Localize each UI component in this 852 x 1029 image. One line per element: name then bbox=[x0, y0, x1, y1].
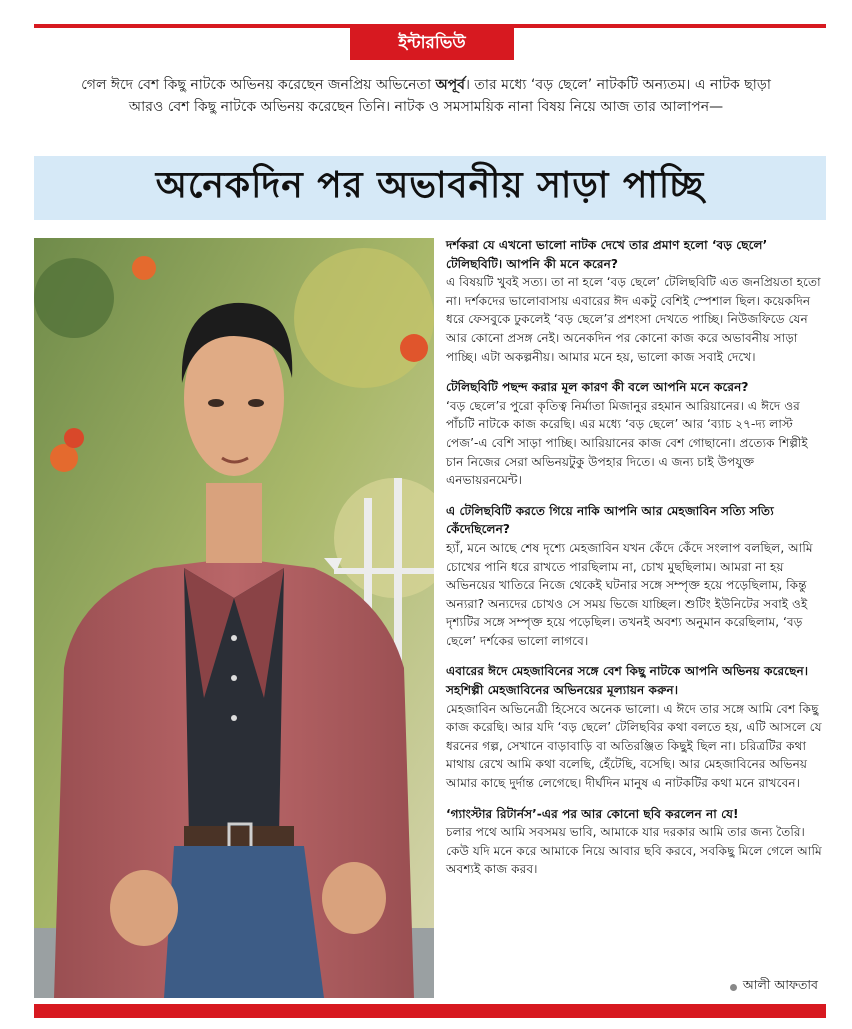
question: দর্শকরা যে এখনো ভালো নাটক দেখে তার প্রমাণ হলো ‘বড় ছেলে’ টেলিছবিটি। আপনি কী মনে করেন? bbox=[446, 238, 768, 271]
answer: মেহজাবিন অভিনেত্রী হিসেবে অনেক ভালো। এ ঈদে তার সঙ্গে আমি বেশ কিছু কাজ করেছি। আর যদি ‘বড় ছেলে’ টেলিছবির কথা বলতে হয়, এটি আসলে যে ধরনের গল্প, সেখানে বাড়াবাড়ি বা অতিরঞ্জিত কিছুই ছিল না। চরিত্রটির কথা মাথায় রেখে আমি কথা বলেছি, হেঁটেছি, বসেছি। আর মেহজাবিনের অভিনয় আমার কাছে দুর্দান্ত লেগেছে। দীর্ঘদিন মানুষ এ নাটকটির কথা মনে রাখবেন। bbox=[446, 701, 822, 791]
qa-item-5 bbox=[446, 805, 826, 879]
headline-band bbox=[34, 156, 826, 220]
qa-item-4 bbox=[446, 662, 826, 792]
answer: চলার পথে আমি সবসময় ভাবি, আমাকে যার দরকার আমি তার জন্য তৈরি। কেউ যদি মনে করে আমাকে নিয়ে আবার ছবি করবে, সবকিছু মিলে গেলে আমি অবশ্যই কাজ করব। bbox=[446, 825, 822, 877]
answer: হ্যাঁ, মনে আছে শেষ দৃশ্যে মেহজাবিন যখন কেঁদে কেঁদে সংলাপ বলছিল, আমি চোখের পানি ধরে রাখতে পারছিলাম না, চোখ মুছছিলাম। আমরা না হয় অভিনয়ের খাতিরে নিজে থেকেই ঘটনার সঙ্গে সম্পৃক্ত হয়ে পড়েছিলাম, কিন্তু অন্যরা? অন্যদের চোখও সে সময় ভিজে যাচ্ছিল। শুটিং ইউনিটের সবাই ওই দৃশ্যটির সঙ্গে সম্পৃক্ত হয়ে পড়েছিল। তখনই অবশ্য অনুমান করেছিলাম, ‘বড় ছেলে’ দর্শকের ভালো লাগবে। bbox=[446, 540, 813, 648]
interview-article bbox=[446, 236, 826, 891]
intro-paragraph bbox=[70, 74, 782, 118]
qa-item-1 bbox=[446, 236, 826, 366]
intro-before: গেল ঈদে বেশ কিছু নাটকে অভিনয় করেছেন জনপ্রিয় অভিনেতা bbox=[81, 77, 436, 93]
qa-item-2 bbox=[446, 378, 826, 490]
actor-photo bbox=[34, 238, 434, 998]
byline-author: আলী আফতাব bbox=[742, 977, 818, 992]
answer: ‘বড় ছেলে’র পুরো কৃতিত্ব নির্মাতা মিজানুর রহমান আরিয়ানের। এ ঈদে ওর পাঁচটি নাটকে কাজ করেছি। এর মধ্যে ‘বড় ছেলে’ আর ‘ব্যাচ ২৭-দ্য লাস্ট পেজ’-এ বেশি সাড়া পাচ্ছি। আরিয়ানের কাজ বেশ গোছানো। প্রত্যেক শিল্পীই চান নিজের সেরা অভিনয়টুকু উপহার দিতে। এ জন্য চাই উপযুক্ত এনভায়রনমেন্ট। bbox=[446, 398, 808, 488]
question: ‘গ্যাংস্টার রিটার্নস’-এর পর আর কোনো ছবি করলেন না যে! bbox=[446, 806, 739, 821]
headline: অনেকদিন পর অভাবনীয় সাড়া পাচ্ছি bbox=[155, 164, 705, 206]
byline bbox=[730, 977, 818, 997]
bottom-rule bbox=[34, 1004, 826, 1018]
bullet-icon bbox=[730, 984, 737, 991]
question: এ টেলিছবিটি করতে গিয়ে নাকি আপনি আর মেহজাবিন সত্যি সত্যি কেঁদেছিলেন? bbox=[446, 503, 774, 537]
question: এবারের ঈদে মেহজাবিনের সঙ্গে বেশ কিছু নাটকে আপনি অভিনয় করেছেন। সহশিল্পী মেহজাবিনের অভিনয়ের মূল্যায়ন করুন। bbox=[446, 664, 809, 698]
actor-photo-illustration bbox=[34, 238, 434, 998]
answer: এ বিষয়টি খুবই সত্য। তা না হলে ‘বড় ছেলে’ টেলিছবিটি এত জনপ্রিয়তা হতো না। দর্শকদের ভালোবাসায় এবারের ঈদ একটু বেশিই স্পেশাল ছিল। কয়েকদিন ধরে ফেসবুকে ঢুকলেই ‘বড় ছেলে’র প্রশংসা দেখতে পাচ্ছি। নিউজফিডে যেন আর কোনো প্রসঙ্গ নেই। অনেকদিন পর কোনো কাজ করে অভাবনীয় সাড়া পাচ্ছি। এটা অকল্পনীয়। আমার মনে হয়, ভালো কাজ সবাই দেখে। bbox=[446, 275, 821, 364]
qa-item-3 bbox=[446, 502, 826, 651]
question: টেলিছবিটি পছন্দ করার মূল কারণ কী বলে আপনি মনে করেন? bbox=[446, 380, 749, 395]
intro-name: অপূর্ব bbox=[435, 77, 465, 93]
intro-after: । তার মধ্যে ‘বড় ছেলে’ নাটকটি অন্যতম। এ নাটক ছাড়া আরও বেশ কিছু নাটকে অভিনয় করেছেন তিনি। নাটক ও সমসাময়িক নানা বিষয় নিয়ে আজ তার আলাপন— bbox=[128, 77, 771, 115]
section-tag: ইন্টারভিউ bbox=[350, 28, 514, 60]
